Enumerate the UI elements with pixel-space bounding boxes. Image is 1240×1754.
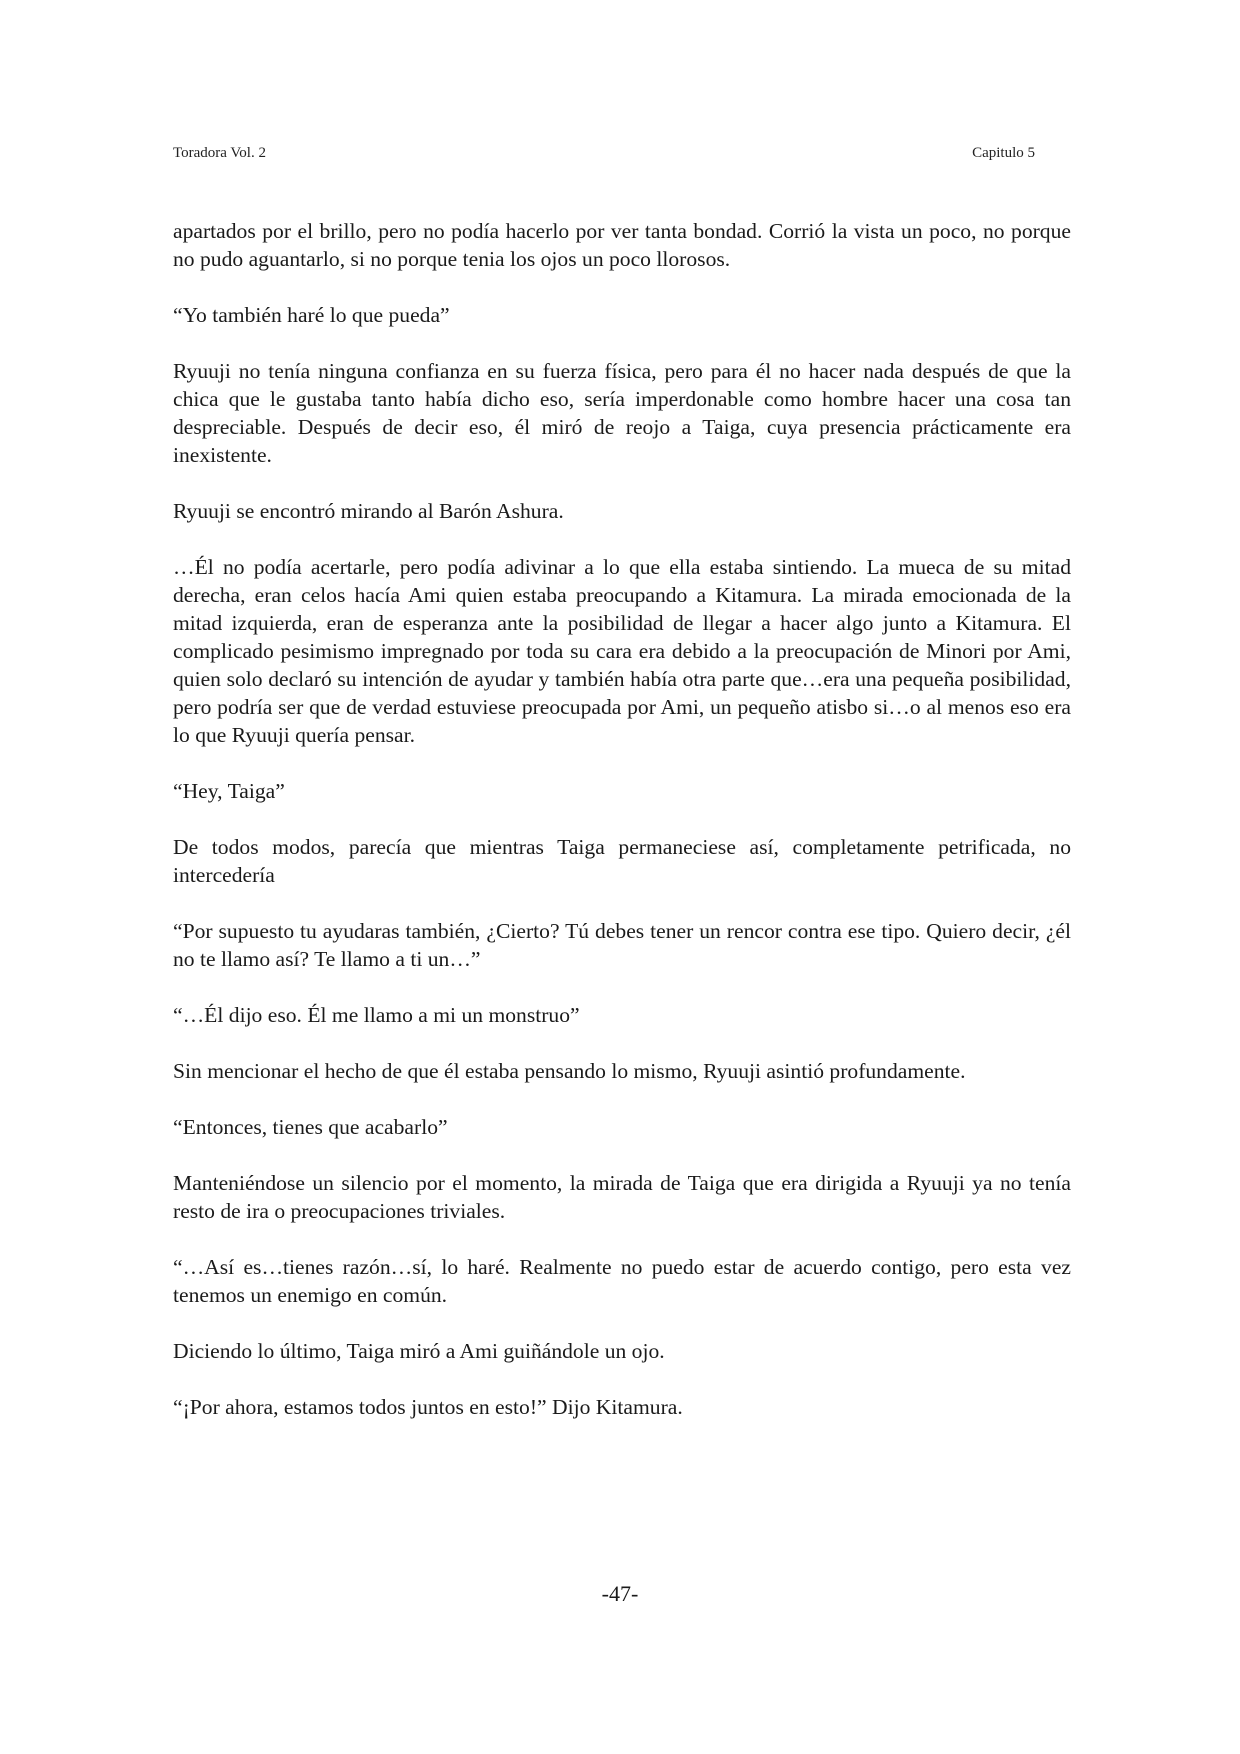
paragraph: Sin mencionar el hecho de que él estaba pensando lo mismo, Ryuuji asintió profundamente. [173, 1059, 966, 1083]
paragraph: “Yo también haré lo que pueda” [173, 303, 450, 327]
paragraph: Ryuuji no tenía ninguna confianza en su fuerza física, pero para él no hacer nada después de que la chica que le gustaba tanto había dicho eso, sería imperdonable como hombre hacer una cosa tan despreciable. Después de decir eso, él miró de reojo a Taiga, cuya presencia prácticamente era inexistente. [173, 359, 1071, 467]
paragraph: apartados por el brillo, pero no podía hacerlo por ver tanta bondad. Corrió la vista un poco, no porque no pudo aguantarlo, si no porque tenia los ojos un poco llorosos. [173, 219, 1071, 271]
paragraph: De todos modos, parecía que mientras Taiga permaneciese así, completamente petrificada, no intercedería [173, 835, 1071, 887]
paragraph: “Hey, Taiga” [173, 779, 285, 803]
header-book-title: Toradora Vol. 2 [173, 145, 266, 161]
paragraph: “…Así es…tienes razón…sí, lo haré. Realmente no puedo estar de acuerdo contigo, pero esta vez tenemos un enemigo en común. [173, 1255, 1071, 1307]
paragraph: Diciendo lo último, Taiga miró a Ami guiñándole un ojo. [173, 1339, 665, 1363]
paragraph: Ryuuji se encontró mirando al Barón Ashura. [173, 499, 564, 523]
paragraph: “…Él dijo eso. Él me llamo a mi un monstruo” [173, 1003, 580, 1027]
paragraph: …Él no podía acertarle, pero podía adivinar a lo que ella estaba sintiendo. La mueca de su mitad derecha, eran celos hacía Ami quien estaba preocupando a Kitamura. La mirada emocionada de la mitad izquierda, eran de esperanza ante la posibilidad de llegar a hacer algo junto a Kitamura. El complicado pesimismo impregnado por toda su cara era debido a la preocupación de Minori por Ami, quien solo declaró su intención de ayudar y también había otra parte que…era una pequeña posibilidad, pero podría ser que de verdad estuviese preocupada por Ami, un pequeño atisbo si…o al menos eso era lo que Ryuuji quería pensar. [173, 555, 1071, 747]
page-number: -47- [601, 1581, 639, 1606]
paragraph: “¡Por ahora, estamos todos juntos en esto!” Dijo Kitamura. [173, 1395, 683, 1419]
paragraph: “Entonces, tienes que acabarlo” [173, 1115, 448, 1139]
page-header [173, 145, 1035, 169]
header-chapter: Capitulo 5 [972, 145, 1035, 161]
body-text [173, 217, 1071, 1449]
paragraph: “Por supuesto tu ayudaras también, ¿Cierto? Tú debes tener un rencor contra ese tipo. Quiero decir, ¿él no te llamo así? Te llamo a ti un…” [173, 919, 1071, 971]
paragraph: Manteniéndose un silencio por el momento, la mirada de Taiga que era dirigida a Ryuuji ya no tenía resto de ira o preocupaciones triviales. [173, 1171, 1071, 1223]
